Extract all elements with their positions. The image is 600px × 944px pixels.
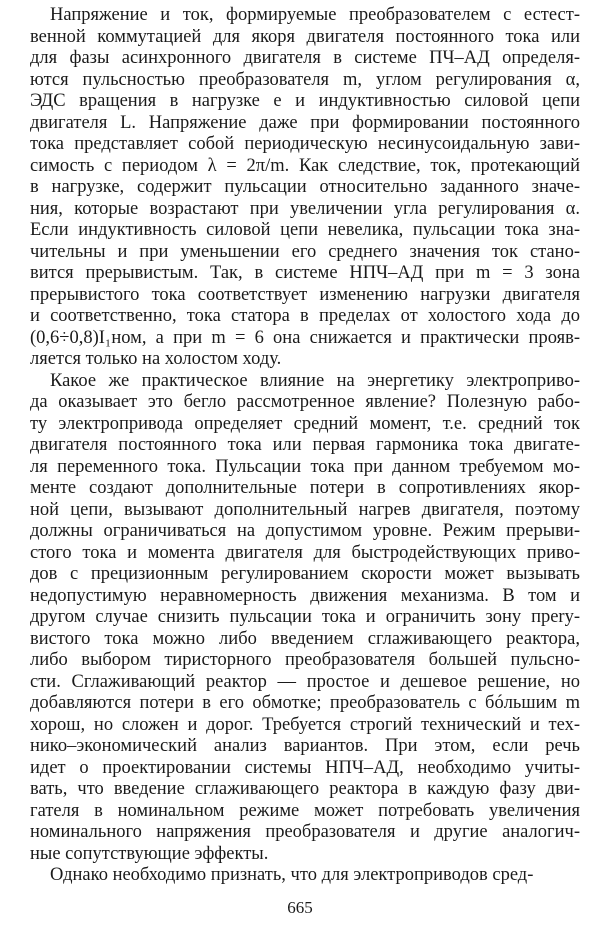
text-line: в нагрузке, содержит пульсации относительно заданного значе- [30, 177, 580, 197]
text-line: недопустимую неравномерность движения механизма. В том и [30, 585, 580, 606]
text-line: (0,6÷0,8)I₁ном, а при m = 6 она снижается и практически прояв- [30, 327, 580, 348]
text-line: дов с прецизионным регулированием скорости может вызывать [30, 564, 580, 584]
text-line: вать, что введение сглаживающего реактора в каждую фазу дви- [30, 779, 580, 799]
text-line: менте создают дополнительные потери в сопротивлениях якор- [30, 478, 580, 498]
text-line: двигателя постоянного тока или первая гармоника тока двигате- [30, 435, 580, 455]
text-line: гателя в номинальном режиме может потребовать увеличения [30, 800, 580, 821]
text-line: ту электропривода определяет средний момент, т.е. средний ток [30, 413, 580, 434]
text-line: ния, которые возрастают при увеличении угла регулирования α. [30, 198, 580, 219]
text-line: для фазы асинхронного двигателя в системе ПЧ–АД определя- [30, 48, 580, 68]
text-line: стого тока и момента двигателя для быстродействующих приво- [30, 542, 580, 563]
text-line: нико–экономический анализ вариантов. При этом, если речь [30, 736, 580, 756]
text-line: вится прерывистым. Так, в системе НПЧ–АД при m = 3 зона [30, 263, 580, 283]
text-line: другом случае снизить пульсации тока и ограничить зону прery- [30, 607, 580, 627]
text-line: Какое же практическое влияние на энергетику электроприво- [50, 370, 580, 391]
text-line: да оказывает это бегло рассмотренное явление? Полезную рабо- [30, 392, 580, 412]
text-line: идет о проектировании системы НПЧ–АД, необходимо учиты- [30, 757, 580, 778]
text-line: ной цепи, вызывают дополнительный нагрев двигателя, поэтому [30, 499, 580, 520]
text-line: номинального напряжения преобразователя и другие аналогич- [30, 822, 580, 842]
text-line: двигателя L. Напряжение даже при формировании постоянного [30, 112, 580, 133]
text-line: Однако необходимо признать, что для электроприводов сред- [50, 865, 534, 885]
text-line: венной коммутацией для якоря двигателя постоянного тока или [30, 26, 580, 47]
text-line: прерывистого тока соответствует изменению нагрузки двигателя [30, 284, 580, 305]
page-number: 665 [287, 898, 313, 917]
text-line: хорош, но сложен и дорог. Требуется строгий технический и тех- [30, 714, 580, 735]
page-body-text [30, 5, 580, 887]
text-line: ются пульсностью преобразователя m, углом регулирования α, [30, 69, 580, 90]
text-line: сти. Сглаживающий реактор — простое и дешевое решение, но [30, 671, 580, 692]
text-line: вистого тока можно либо введением сглаживающего реактора, [30, 628, 580, 649]
text-line: симость с периодом λ = 2π/m. Как следствие, ток, протекающий [30, 155, 580, 176]
text-line: ля переменного тока. Пульсации тока при данном требуемом мо- [30, 456, 580, 477]
text-line: ЭДС вращения в нагрузке e и индуктивностью силовой цепи [30, 91, 580, 111]
text-line: и соответственно, тока статора в пределах от холостого хода до [30, 306, 580, 326]
text-line: либо выбором тиристорного преобразователя большей пульсно- [30, 650, 580, 670]
text-line: ляется только на холостом ходу. [30, 349, 282, 369]
text-line: ные сопутствующие эффекты. [30, 843, 269, 864]
text-line: чительны и при уменьшении его среднего значения ток стано- [30, 241, 580, 262]
text-line: Напряжение и ток, формируемые преобразователем с естест- [50, 5, 580, 25]
text-line: тока представляет собой периодическую несинусоидальную зави- [30, 134, 580, 154]
text-line: должны ограничиваться на допустимом уровне. Режим прерыви- [30, 521, 580, 541]
text-line: Если индуктивность силовой цепи невелика, пульсации тока зна- [30, 220, 580, 240]
text-line: добавляются потери в его обмотке; преобразователь с бóльшим m [30, 693, 580, 713]
